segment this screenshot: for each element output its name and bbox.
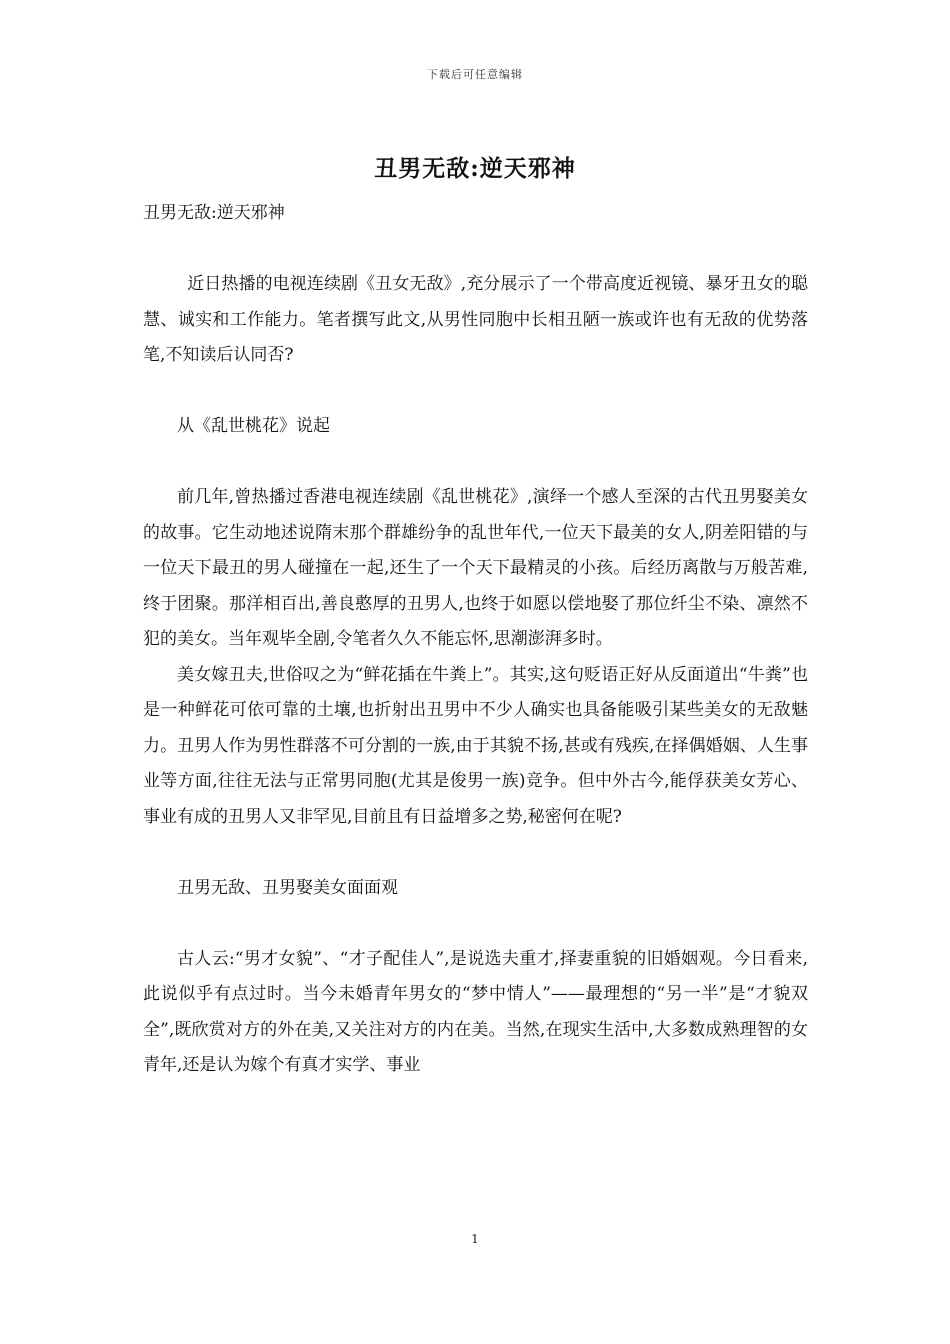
paragraph: 美女嫁丑夫,世俗叹之为“鲜花插在牛粪上”。其实,这句贬语正好从反面道出“牛粪”也是一种鲜花可依可靠的土壤,也折射出丑男中不少人确实也具备能吸引某些美女的无敌魅力。丑男人作为男性群落不可分割的一族,由于其貌不扬,甚或有残疾,在择偶婚姻、人生事业等方面,往往无法与正常男同胞(尤其是俊男一族)竞争。但中外古今,能俘获美女芳心、事业有成的丑男人又非罕见,目前且有日益增多之势,秘密何在呢? xyxy=(143,664,808,827)
paragraph-intro: 近日热播的电视连续剧《丑女无敌》,充分展示了一个带高度近视镜、暴牙丑女的聪慧、诚实和工作能力。笔者撰写此文,从男性同胞中长相丑陋一族或许也有无敌的优势落笔,不知读后认同否? xyxy=(143,274,808,365)
page-number: 1 xyxy=(471,1232,479,1246)
page-header: 下载后可任意编辑 xyxy=(427,68,523,81)
paragraph: 古人云:“男才女貌”、“才子配佳人”,是说选夫重才,择妻重貌的旧婚姻观。今日看来,此说似乎有点过时。当今未婚青年男女的“梦中情人”——最理想的“另一半”是“才貌双全”,既欣赏对方的外在美,又关注对方的内在美。当然,在现实生活中,大多数成熟理智的女青年,还是认为嫁个有真才实学、事业 xyxy=(143,948,808,1075)
spacer xyxy=(143,232,808,268)
paragraph: 前几年,曾热播过香港电视连续剧《乱世桃花》,演绎一个感人至深的古代丑男娶美女的故事。它生动地述说隋末那个群雄纷争的乱世年代,一位天下最美的女人,阴差阳错的与一位天下最丑的男人碰撞在一起,还生了一个天下最精灵的小孩。后经历离散与万般苦难,终于团聚。那洋相百出,善良憨厚的丑男人,也终于如愿以偿地娶了那位纤尘不染、凛然不犯的美女。当年观毕全剧,令笔者久久不能忘怀,思潮澎湃多时。 xyxy=(143,487,808,649)
spacer xyxy=(143,445,808,481)
subtitle-line: 丑男无敌:逆天邪神 xyxy=(143,203,285,223)
section-heading: 从《乱世桃花》说起 xyxy=(177,416,330,436)
section-heading: 丑男无敌、丑男娶美女面面观 xyxy=(177,877,398,898)
document-body xyxy=(143,196,808,1084)
document-title: 丑男无敌:逆天邪神 xyxy=(374,155,576,182)
spacer xyxy=(143,374,808,410)
spacer xyxy=(143,906,808,942)
spacer xyxy=(143,835,808,871)
